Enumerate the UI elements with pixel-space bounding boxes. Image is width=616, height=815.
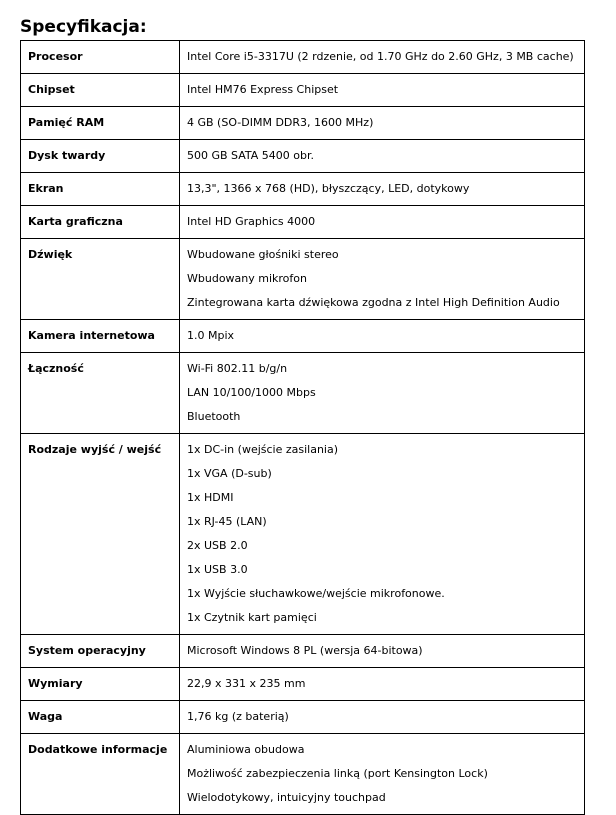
page-title: Specyfikacja: <box>20 17 147 37</box>
spec-value-line: 1.0 Mpix <box>187 329 235 342</box>
spec-value-line: Aluminiowa obudowa <box>187 743 305 756</box>
spec-label: Waga <box>21 701 180 734</box>
spec-value <box>180 434 585 635</box>
spec-label: System operacyjny <box>21 635 180 668</box>
spec-label: Dysk twardy <box>21 140 180 173</box>
spec-value-line: Wbudowany mikrofon <box>187 272 307 285</box>
table-row <box>21 434 585 635</box>
spec-label: Łączność <box>21 353 180 434</box>
table-row <box>21 353 585 434</box>
table-row <box>21 320 585 353</box>
spec-value-line: 500 GB SATA 5400 obr. <box>187 149 315 162</box>
spec-label: Dźwięk <box>21 239 180 320</box>
spec-value-line: Możliwość zabezpieczenia linką (port Kensington Lock) <box>187 767 488 780</box>
spec-label: Wymiary <box>21 668 180 701</box>
spec-value-line: Intel HD Graphics 4000 <box>187 215 316 228</box>
table-row <box>21 206 585 239</box>
spec-value-line: 1x VGA (D-sub) <box>187 467 272 480</box>
spec-value-line: Wbudowane głośniki stereo <box>187 248 339 261</box>
spec-value <box>180 353 585 434</box>
spec-value <box>180 635 585 668</box>
spec-value-line: LAN 10/100/1000 Mbps <box>187 386 316 399</box>
table-row <box>21 734 585 815</box>
spec-label: Karta graficzna <box>21 206 180 239</box>
spec-value-line: 1x DC-in (wejście zasilania) <box>187 443 339 456</box>
spec-label: Pamięć RAM <box>21 107 180 140</box>
spec-value <box>180 734 585 815</box>
table-row <box>21 173 585 206</box>
spec-value <box>180 239 585 320</box>
spec-value <box>180 74 585 107</box>
spec-value-line: 1x Czytnik kart pamięci <box>187 611 317 624</box>
spec-value-line: Intel Core i5-3317U (2 rdzenie, od 1.70 GHz do 2.60 GHz, 3 MB cache) <box>187 50 574 63</box>
spec-value-line: 4 GB (SO-DIMM DDR3, 1600 MHz) <box>187 116 374 129</box>
spec-value <box>180 320 585 353</box>
spec-value-line: Wielodotykowy, intuicyjny touchpad <box>187 791 386 804</box>
table-row <box>21 107 585 140</box>
spec-value-line: 1x HDMI <box>187 491 234 504</box>
spec-value-line: Intel HM76 Express Chipset <box>187 83 339 96</box>
spec-value <box>180 140 585 173</box>
table-row <box>21 140 585 173</box>
spec-value-line: 1x USB 3.0 <box>187 563 248 576</box>
table-row <box>21 635 585 668</box>
table-row <box>21 701 585 734</box>
spec-label: Chipset <box>21 74 180 107</box>
spec-value-line: 1,76 kg (z baterią) <box>187 710 289 723</box>
spec-value <box>180 41 585 74</box>
table-row <box>21 74 585 107</box>
spec-label: Kamera internetowa <box>21 320 180 353</box>
table-row <box>21 668 585 701</box>
spec-label: Rodzaje wyjść / wejść <box>21 434 180 635</box>
spec-label: Procesor <box>21 41 180 74</box>
table-row <box>21 239 585 320</box>
spec-value-line: Bluetooth <box>187 410 241 423</box>
table-row <box>21 41 585 74</box>
spec-value <box>180 668 585 701</box>
spec-value-line: 22,9 x 331 x 235 mm <box>187 677 306 690</box>
specification-table <box>20 40 585 815</box>
spec-label: Dodatkowe informacje <box>21 734 180 815</box>
spec-value <box>180 173 585 206</box>
spec-value-line: 1x Wyjście słuchawkowe/wejście mikrofonowe. <box>187 587 445 600</box>
spec-value-line: Microsoft Windows 8 PL (wersja 64-bitowa) <box>187 644 423 657</box>
spec-value-line: Wi-Fi 802.11 b/g/n <box>187 362 288 375</box>
spec-value <box>180 206 585 239</box>
spec-value-line: 2x USB 2.0 <box>187 539 248 552</box>
spec-label: Ekran <box>21 173 180 206</box>
spec-value <box>180 107 585 140</box>
spec-value-line: Zintegrowana karta dźwiękowa zgodna z Intel High Definition Audio <box>187 296 560 309</box>
specification-table-body <box>21 41 585 815</box>
spec-value-line: 13,3", 1366 x 768 (HD), błyszczący, LED, dotykowy <box>187 182 470 195</box>
spec-value <box>180 701 585 734</box>
spec-value-line: 1x RJ-45 (LAN) <box>187 515 267 528</box>
